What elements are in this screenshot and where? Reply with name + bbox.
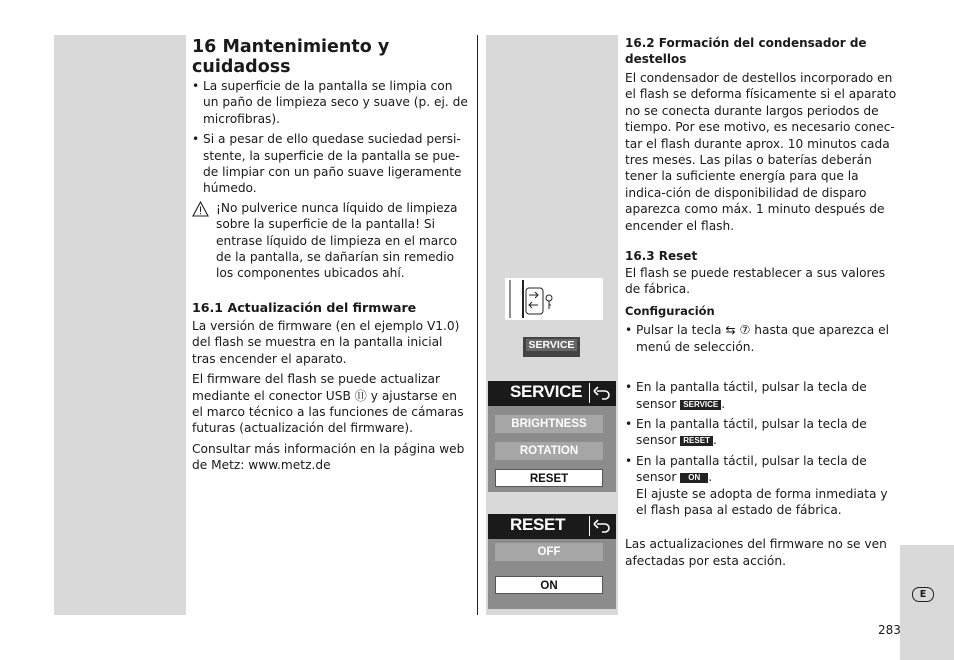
right-column (625, 35, 899, 569)
menu-option-reset[interactable]: RESET (495, 469, 603, 487)
right-tab-band (900, 545, 954, 660)
list-item: • Si a pesar de ello quedase suciedad persi-stente, la superficie de la pantalla se pue-de limpiar con un paño suave ligeramente húmedo. (192, 131, 468, 197)
step-note: El ajuste se adopta de forma inmediata y el flash pasa al estado de fábrica. (636, 486, 888, 517)
menu-option-rotation[interactable]: ROTATION (495, 442, 603, 460)
firmware-para-3: Consultar más información en la página web de Metz: www.metz.de (192, 441, 465, 473)
service-menu-screen (488, 381, 616, 492)
reset-menu-title: RESET (510, 515, 566, 534)
menu-option-on[interactable]: ON (495, 576, 603, 594)
service-menu-title: SERVICE (510, 382, 583, 401)
back-icon[interactable] (589, 516, 612, 536)
sensor-key-reset: RESET (680, 436, 713, 446)
list-item: • En la pantalla táctil, pulsar la tecla de sensor ON . El ajuste se adopta de forma inmediata y el flash pasa al estado de fábrica. (625, 453, 899, 519)
left-column (192, 37, 468, 474)
menu-option-off[interactable]: OFF (495, 543, 603, 561)
list-item: • La superficie de la pantalla se limpia con un paño de limpieza seco y suave (p. ej. de microfibras). (192, 78, 468, 127)
step-text: En la pantalla táctil, pulsar la tecla de sensor (636, 380, 867, 411)
back-icon[interactable] (589, 383, 612, 403)
step-text: En la pantalla táctil, pulsar la tecla de sensor (636, 416, 867, 448)
cleaning-list (192, 78, 468, 197)
service-key-label: SERVICE (526, 339, 577, 351)
language-badge (912, 587, 934, 602)
sensor-key-service: SERVICE (680, 400, 721, 410)
menu-option-brightness[interactable]: BRIGHTNESS (495, 415, 603, 433)
flash-back-panel-icon (505, 278, 603, 320)
left-margin-band (54, 35, 186, 615)
flash-button-illustration (505, 278, 603, 320)
reset-menu-screen (488, 514, 616, 609)
list-item: • Pulsar la tecla ⇆ ⑦ hasta que aparezca el menú de selección. (625, 322, 899, 355)
firmware-para-2: El firmware del flash se puede actualizar mediante el conector USB ⑪ y ajustarse en el marco técnico a las funciones de cámaras futuras (actualización del firmware). (192, 372, 464, 436)
reset-menu-header (488, 514, 616, 539)
page-title: 16 Mantenimiento y cuidadoss (192, 37, 390, 77)
page-number: 283 (878, 623, 901, 637)
sensor-key-on: ON (680, 473, 708, 483)
reset-intro: El flash se puede restablecer a sus valores de fábrica. (625, 266, 886, 297)
section-heading-16-1: 16.1 Actualización del firmware (192, 299, 417, 315)
list-item: • En la pantalla táctil, pulsar la tecla de sensor RESET . (625, 416, 899, 449)
language-code: E (919, 589, 927, 600)
service-menu-header (488, 381, 616, 406)
service-key-illustration (523, 337, 580, 357)
section-heading-16-3: 16.3 Reset (625, 249, 698, 264)
final-note: Las actualizaciones del firmware no se ven afectadas por esta acción. (625, 537, 887, 568)
column-divider (477, 35, 478, 615)
warning-text: ¡No pulverice nunca líquido de limpieza sobre la superficie de la pantalla! Si entrase líquido de limpieza en el marco de la pantalla, se dañarían sin remedio los componentes ubicados ahí. (216, 200, 458, 281)
firmware-para-1: La versión de firmware (en el ejemplo V1.0) del flash se muestra en la pantalla inicial tras encender el aparato. (192, 318, 460, 366)
config-label: Configuración (625, 303, 715, 318)
list-item: • En la pantalla táctil, pulsar la tecla de sensor SERVICE . (625, 379, 899, 412)
reset-steps (625, 322, 899, 518)
warning-note (192, 200, 468, 282)
step-text: En la pantalla táctil, pulsar la tecla de sensor (636, 453, 867, 485)
capacitor-para: El condensador de destellos incorporado en el flash se deforma físicamente si el aparato no se conecta durante largos periodos de tiempo. Por ese motivo, es necesario conec-tar el flash durante aprox. 10 minutos cada tres meses. Las pilas o baterías deberán tener la suficiente energía para que la indica-ción de disponibilidad de disparo aparezca como máx. 1 minuto después de encender el flash. (625, 71, 897, 233)
section-heading-16-2: 16.2 Formación del condensador de destellos (625, 36, 867, 66)
warning-icon (192, 201, 209, 217)
